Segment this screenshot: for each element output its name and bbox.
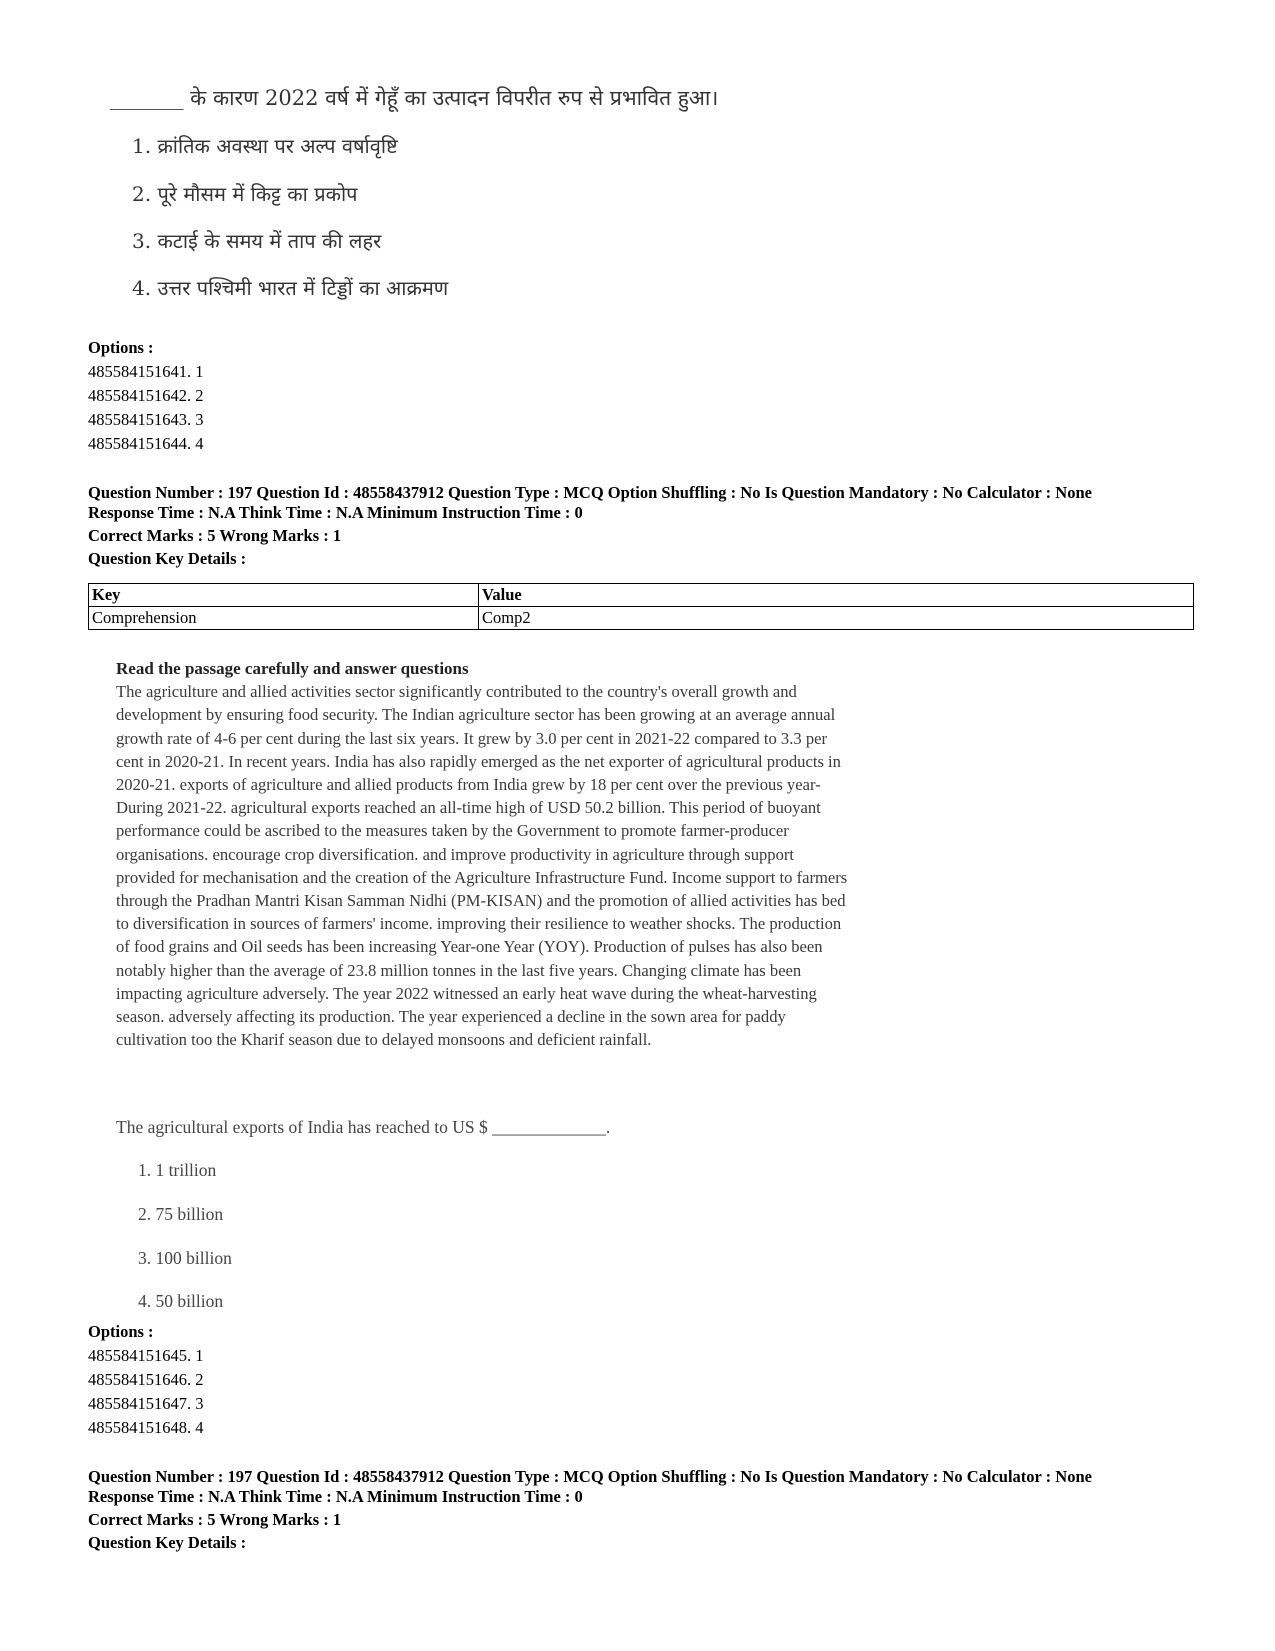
english-choice-1: 1. 1 trillion xyxy=(138,1160,217,1180)
question-meta-line: Question Number : 197 Question Id : 48558437912 Question Type : MCQ Option Shuffling : No Is Question Mandatory : No Calculator : None xyxy=(88,1467,1092,1486)
table-header-value: Value xyxy=(479,584,1194,607)
key-details-label: Question Key Details : xyxy=(88,1533,247,1552)
question-meta-1 xyxy=(88,483,1092,569)
options-label: Options : xyxy=(88,1322,154,1341)
passage-line: organisations. encourage crop diversification. and improve productivity in agriculture through support xyxy=(116,844,795,864)
option-item: 485584151647. 3 xyxy=(88,1394,204,1413)
option-item: 485584151645. 1 xyxy=(88,1346,204,1365)
passage-line: development by ensuring food security. The Indian agriculture sector has been growing at an average annual xyxy=(116,705,836,725)
passage-line: During 2021-22. agricultural exports reached an all-time high of USD 50.2 billion. This period of buoyant xyxy=(116,798,821,818)
options-label: Options : xyxy=(88,338,154,357)
passage-line: The agriculture and allied activities sector significantly contributed to the country's overall growth and xyxy=(116,682,797,702)
hindi-choice-1: 1. क्रांतिक अवस्था पर अल्प वर्षावृष्टि xyxy=(132,134,398,158)
question-meta-line: Response Time : N.A Think Time : N.A Minimum Instruction Time : 0 xyxy=(88,1487,583,1506)
option-item: 485584151644. 4 xyxy=(88,434,204,453)
passage-title: Read the passage carefully and answer questions xyxy=(116,659,469,678)
english-choice-4: 4. 50 billion xyxy=(138,1291,224,1311)
passage-line: to diversification in sources of farmers' income. improving their resilience to weather shocks. The production xyxy=(116,914,842,934)
table-cell-key: Comprehension xyxy=(89,607,479,630)
passage-line: notably higher than the average of 23.8 million tonnes in the last five years. Changing climate has been xyxy=(116,960,802,980)
passage-line: 2020-21. exports of agriculture and allied products from India grew by 18 per cent over the previous year- xyxy=(116,775,821,795)
options-block-2 xyxy=(88,1320,204,1440)
option-item: 485584151648. 4 xyxy=(88,1418,204,1437)
option-item: 485584151641. 1 xyxy=(88,362,204,381)
options-block-1 xyxy=(88,336,204,456)
hindi-question-image xyxy=(110,84,730,304)
key-details-label: Question Key Details : xyxy=(88,549,247,568)
option-item: 485584151643. 3 xyxy=(88,410,204,429)
passage-line: of food grains and Oil seeds has been increasing Year-one Year (YOY). Production of pulses has also been xyxy=(116,937,823,957)
passage-line: cultivation too the Kharif season due to delayed monsoons and deficient rainfall. xyxy=(116,1030,652,1050)
marks-line: Correct Marks : 5 Wrong Marks : 1 xyxy=(88,1510,342,1529)
hindi-choice-4: 4. उत्तर पश्चिमी भारत में टिड्डों का आक्रमण xyxy=(132,276,449,300)
question-meta-line: Response Time : N.A Think Time : N.A Minimum Instruction Time : 0 xyxy=(88,503,583,522)
table-header-row xyxy=(89,584,1194,607)
passage-line: impacting agriculture adversely. The year 2022 witnessed an early heat wave during the wheat-harvesting xyxy=(116,983,817,1003)
passage-line: season. adversely affecting its production. The year experienced a decline in the sown area for paddy xyxy=(116,1007,786,1027)
question-meta-line: Question Number : 197 Question Id : 48558437912 Question Type : MCQ Option Shuffling : No Is Question Mandatory : No Calculator : None xyxy=(88,483,1092,502)
english-choice-2: 2. 75 billion xyxy=(138,1204,224,1224)
question-meta-2 xyxy=(88,1467,1092,1553)
table-cell-value: Comp2 xyxy=(479,607,1194,630)
option-item: 485584151642. 2 xyxy=(88,386,204,405)
passage-line: growth rate of 4-6 per cent during the last six years. It grew by 3.0 per cent in 2021-22 compared to 3.3 per xyxy=(116,728,828,748)
option-item: 485584151646. 2 xyxy=(88,1370,204,1389)
passage-line: provided for mechanisation and the creation of the Agriculture Infrastructure Fund. Income support to farmers xyxy=(116,867,848,887)
passage-line: cent in 2020-21. In recent years. India has also rapidly emerged as the net exporter of agricultural products in xyxy=(116,751,841,771)
passage-image xyxy=(116,657,996,1051)
hindi-question-stem: _______ के कारण 2022 वर्ष में गेहूँ का उत्पादन विपरीत रुप से प्रभावित हुआ। xyxy=(110,86,719,110)
marks-line: Correct Marks : 5 Wrong Marks : 1 xyxy=(88,526,342,545)
passage-line: performance could be ascribed to the measures taken by the Government to promote farmer-producer xyxy=(116,821,789,841)
english-choice-3: 3. 100 billion xyxy=(138,1248,232,1268)
hindi-choice-2: 2. पूरे मौसम में किट्ट का प्रकोप xyxy=(132,182,358,206)
english-question-stem: The agricultural exports of India has reached to US $ _____________. xyxy=(116,1117,611,1137)
table-row xyxy=(89,607,1194,630)
hindi-choice-3: 3. कटाई के समय में ताप की लहर xyxy=(132,229,382,253)
table-header-key: Key xyxy=(89,584,479,607)
key-details-table xyxy=(88,583,1194,630)
passage-line: through the Pradhan Mantri Kisan Samman Nidhi (PM-KISAN) and the promotion of allied activities has bed xyxy=(116,891,846,911)
